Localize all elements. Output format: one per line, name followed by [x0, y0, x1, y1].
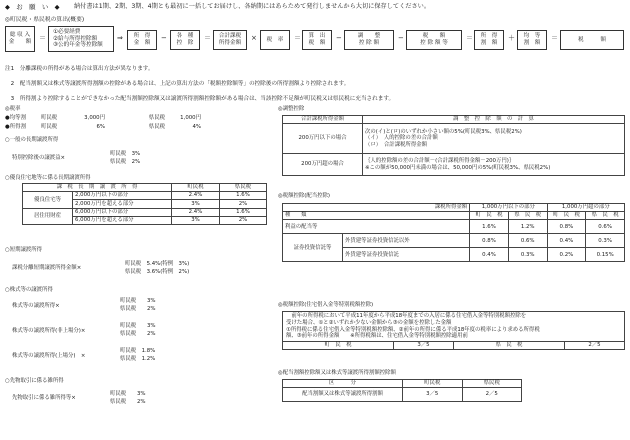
stock-label-1: 株式等の譲渡所得× — [12, 303, 60, 309]
notice-heading: ◆ お 願 い ◆ — [5, 3, 60, 11]
dividend-table — [282, 203, 625, 262]
rate-label: ●所得割 — [5, 124, 26, 130]
haito-head: 区 分 — [283, 380, 403, 388]
dividend-group: 証券投資信託等 — [283, 234, 343, 262]
haito-row-town: 3／5 — [403, 388, 463, 402]
haito-row-pref: 2／5 — [462, 388, 522, 402]
dividend-r2-label: 外貨建等証券投資信託以外 — [343, 234, 470, 248]
housing-head-income: 課 税 長 期 譲 渡 所 得 — [23, 184, 172, 192]
box-computed-tax: 算 出 税 額 — [302, 30, 332, 50]
arrow-op: × — [251, 34, 257, 42]
stock-pref-2: 県民税 2% — [120, 331, 156, 337]
haito-table — [282, 379, 522, 402]
loan-line: 前年の所得税において平成11年度から平成18年度までの入居に係る住宅借入金等特別税額控除を — [286, 313, 527, 319]
dividend-cell: 0.8% — [470, 234, 509, 248]
adjust-line: （イ） 人的控除の差の合計額 — [365, 135, 438, 142]
arrow-op: ＝ — [466, 34, 473, 42]
rate-town-value: 3,000円 — [84, 115, 105, 121]
adjust-line: 次の(イ)と(ロ)のいずれか小さい額の5%(町民税3%、県民税2%) — [365, 128, 522, 135]
housing-cell: 2% — [220, 216, 267, 224]
dividend-sub: 町 民 税 — [547, 212, 586, 220]
deduction-item: ①必要経費 — [53, 28, 81, 35]
dividend-cell: 0.15% — [586, 248, 625, 262]
dividend-cell: 1.2% — [508, 220, 547, 234]
adjust-r1-cell — [363, 124, 625, 154]
futures-title: ○先物取引に係る雑所得 — [5, 378, 64, 384]
stock-pref-1: 県民税 2% — [120, 306, 156, 312]
stock-town-1: 町民税 3% — [120, 298, 156, 304]
note-3: 3 所得割より控除することができなかった配当割額控除額又は譲渡所得割額控除額がある場合は、当該控除不足額が町民税又は県民税に充当されます。 — [5, 96, 395, 102]
rate-pref-value: 1,000円 — [180, 115, 201, 121]
adjust-line: （ロ） 合計課税所得金額 — [365, 142, 427, 149]
arrow-op: − — [336, 34, 342, 42]
note-1: 注1 分離課税の所得がある場合は算出方法が異なります。 — [5, 66, 154, 72]
loan-text-cell — [283, 312, 625, 342]
box-per-capita: 均 等 割 額 — [517, 30, 547, 50]
dividend-sub: 県 民 税 — [586, 212, 625, 220]
stock-town-2: 町民税 3% — [120, 323, 156, 329]
dividend-head-income: 課税所得金額 — [283, 204, 470, 212]
dividend-r1-label: 利益の配当等 — [283, 220, 470, 234]
dividend-head-over: 1,000万円超の部分 — [547, 204, 624, 212]
deduction-item: ③公的年金等控除額 — [53, 42, 103, 49]
deduction-item: ②給与所得控除額 — [53, 35, 98, 42]
haito-head: 町民税 — [403, 380, 463, 388]
adjust-line: ※この額が50,000円未満の場合は、50,000円の5%(町民税3%、県民税2%) — [365, 164, 551, 171]
shortterm-title: ○短期譲渡所得 — [5, 247, 43, 253]
haito-head: 県民税 — [462, 380, 522, 388]
loan-line: 額、③前年の所得金額 ※所得税額は、住宅借入金等特別税額控除適用前 — [286, 333, 468, 340]
rate-town-label: 町民税 — [41, 124, 58, 130]
loan-line: 受けた場合、①と②いずれか少ない金額から③の金額を控除した金額 — [286, 319, 452, 326]
dividend-cell: 1.6% — [470, 220, 509, 234]
haito-row-label: 配当割額又は株式等譲渡所得割額 — [283, 388, 403, 402]
housing-title: ○優良住宅地等に係る長期譲渡所得 — [5, 175, 91, 181]
housing-head-town: 町民税 — [172, 184, 220, 192]
adjust-r2-cell — [363, 154, 625, 176]
notice-text: 納付書は1期、2期、3期、4期とも最初に一括してお届けし、各納期にはあらためて発行しませんから大切に保存してください。 — [74, 3, 431, 10]
futures-pref: 県民税 2% — [110, 399, 146, 405]
rate-pref-label: 県民税 — [148, 124, 165, 130]
calc-title: ◎町民税・県民税の算出(概要) — [5, 17, 85, 23]
dividend-cell: 0.3% — [586, 234, 625, 248]
rate-label: ●均等割 — [5, 115, 26, 121]
box-adjustment: 調 整 控 除 額 — [344, 30, 394, 50]
box-income: 所 得 金 額 — [127, 30, 157, 50]
loan-table — [282, 311, 625, 350]
adjust-r1-label: 200万円以下の場合 — [283, 124, 363, 154]
rate-pref-value: 4% — [192, 124, 201, 130]
stock-town-3: 町民税 1.8% — [120, 348, 156, 354]
stock-pref-3: 県民税 1.2% — [120, 356, 156, 362]
haito-title: ◎配当割額控除額又は株式等譲渡所得割額控除額 — [278, 370, 396, 376]
housing-cell: 2,000万円を超える部分 — [73, 200, 172, 208]
rate-town-value: 6% — [96, 124, 105, 130]
adjust-r2-label: 200万円超の場合 — [283, 154, 363, 176]
loan-line: ①所得税に係る住宅借入金等特別税額控除額、②前年の所得に係る平成18年度の税率により求める所得税 — [286, 326, 540, 333]
futures-label: 先物取引に係る雑所得等× — [12, 395, 76, 401]
box-income-levy: 所 得 割 額 — [474, 30, 504, 50]
stock-title: ○株式等の譲渡所得 — [5, 287, 53, 293]
stock-label-2: 株式等の譲渡所得(非上場分)× — [12, 328, 86, 334]
box-taxable-income: 合計課税 所得金額 — [213, 30, 247, 50]
dividend-cell: 0.4% — [470, 248, 509, 262]
adjust-line: ｛人的控除額の差の合計額－(合計課税所得金額－200万円)｝ — [365, 157, 515, 164]
housing-cell: 6,000万円以下の部分 — [73, 208, 172, 216]
adjust-title: ◎調整控除 — [278, 106, 305, 112]
box-tax-rate: 税 率 — [260, 30, 290, 50]
housing-table — [22, 183, 267, 225]
housing-cell: 2% — [220, 200, 267, 208]
box-total-income: 総 収 入 金 額 — [5, 26, 35, 52]
housing-group-good: 優良住宅等 — [23, 192, 73, 208]
dividend-head-kind: 種 類 — [283, 212, 470, 220]
housing-cell: 2.4% — [172, 192, 220, 200]
housing-head-pref: 県民税 — [220, 184, 267, 192]
dividend-head-under: 1,000万円以下の部分 — [470, 204, 547, 212]
dividend-cell: 0.6% — [508, 234, 547, 248]
arrow-op: ＋ — [508, 34, 515, 42]
rate-row-income — [5, 124, 201, 131]
adjust-head-calc: 調 整 控 除 額 の 計 算 — [363, 116, 625, 124]
dividend-r3-label: 外貨建等証券投資信託 — [343, 248, 470, 262]
loan-foot-pref-val: 2／5 — [564, 342, 624, 350]
stock-label-3: 株式等の譲渡所得(上場分) × — [12, 353, 86, 359]
loan-foot-town: 町 民 税 — [283, 342, 394, 350]
note-2: 2 配当割額又は株式等譲渡所得割額の控除がある場合は、上記の算出方法の「税額控除額等」の控除後の所得割額より控除されます。 — [5, 81, 350, 87]
housing-cell: 2,000万円以下の部分 — [73, 192, 172, 200]
rate-pref-label: 県民税 — [148, 115, 165, 121]
housing-cell: 2.4% — [172, 208, 220, 216]
housing-cell: 3% — [172, 216, 220, 224]
dividend-cell: 0.6% — [586, 220, 625, 234]
dividend-cell: 0.2% — [547, 248, 586, 262]
box-deductions-list — [48, 26, 114, 52]
futures-town: 町民税 3% — [110, 391, 146, 397]
dividend-title: ◎税額控除(配当控除) — [278, 193, 331, 199]
dividend-cell: 0.8% — [547, 220, 586, 234]
loan-foot-pref: 県 民 税 — [453, 342, 564, 350]
arrow-op: ＝ — [294, 34, 301, 42]
shortterm-town: 町民税 5.4%(特例 3%) — [125, 261, 190, 267]
box-tax-credit: 税 額 控 除 額 等 — [406, 30, 462, 50]
shortterm-pref: 県民税 3.6%(特例 2%) — [125, 269, 190, 275]
arrow-op: ＝ — [39, 34, 46, 42]
dividend-cell: 0.4% — [547, 234, 586, 248]
rate-row-flat — [5, 115, 201, 122]
dividend-sub: 町 民 税 — [470, 212, 509, 220]
housing-cell: 6,000万円を超える部分 — [73, 216, 172, 224]
housing-cell: 1.6% — [220, 208, 267, 216]
longterm-town: 町民税 3% — [110, 151, 141, 157]
dividend-cell: 0.3% — [508, 248, 547, 262]
adjust-table — [282, 115, 625, 176]
arrow-op: ＝ — [551, 34, 558, 42]
box-tax-amount: 税 額 — [560, 30, 624, 50]
loan-foot-town-val: 3／5 — [394, 342, 454, 350]
arrow-op: − — [161, 34, 167, 42]
box-various-deductions: 各 種 控 除 — [170, 30, 200, 50]
dividend-sub: 県 民 税 — [508, 212, 547, 220]
rates-title: ◎税率 — [5, 106, 21, 112]
longterm-label: 特別控除後の譲渡益× — [12, 155, 66, 161]
adjust-head-income: 合計課税所得金額 — [283, 116, 363, 124]
housing-cell: 3% — [172, 200, 220, 208]
housing-group-residence: 居住用財産 — [23, 208, 73, 224]
arrow-op: − — [398, 34, 404, 42]
arrow-op: ⇒ — [117, 34, 123, 42]
housing-cell: 1.6% — [220, 192, 267, 200]
loan-title: ◎税額控除(住宅借入金等特別税額控除) — [278, 302, 374, 308]
longterm-pref: 県民税 2% — [110, 159, 141, 165]
rate-town-label: 町民税 — [41, 115, 58, 121]
longterm-title: ○一般の長期譲渡所得 — [5, 137, 59, 143]
arrow-op: ＝ — [204, 34, 211, 42]
shortterm-label: 課税分離短期譲渡所得金額× — [12, 265, 82, 271]
